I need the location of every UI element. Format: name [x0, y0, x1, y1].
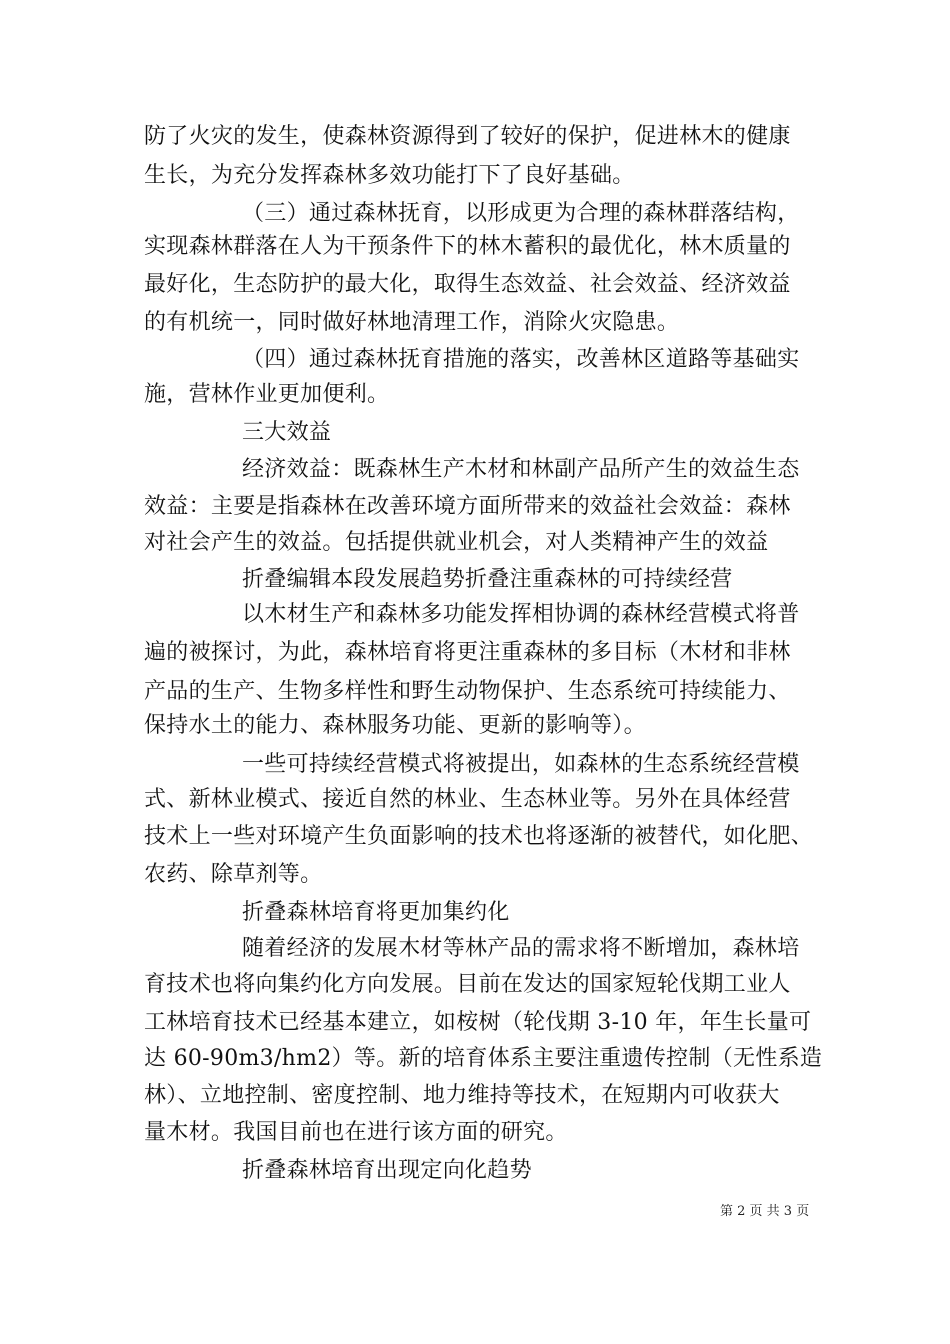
text-line: 生长，为充分发挥森林多效功能打下了良好基础。: [144, 163, 635, 188]
text-line: 保持水土的能力、森林服务功能、更新的影响等）。: [144, 713, 646, 738]
text-line: 折叠森林培育出现定向化趋势: [242, 1158, 532, 1183]
text-line: 施，营林作业更加便利。: [144, 382, 390, 407]
page-footer: 第 2 页 共 3 页: [720, 1204, 810, 1219]
text-line: 一些可持续经营模式将被提出，如森林的生态系统经营模: [242, 752, 800, 777]
text-line: 量木材。我国目前也在进行该方面的研究。: [144, 1120, 568, 1145]
text-line: 林）、立地控制、密度控制、地力维持等技术，在短期内可收获大: [144, 1083, 780, 1108]
text-line: （四）通过森林抚育措施的落实，改善林区道路等基础实: [242, 347, 800, 372]
text-line: 实现森林群落在人为干预条件下的林木蓄积的最优化，林木质量的: [144, 234, 791, 259]
text-line: 式、新林业模式、接近自然的林业、生态林业等。另外在具体经营: [144, 787, 791, 812]
text-line: 随着经济的发展木材等林产品的需求将不断增加，森林培: [242, 936, 800, 961]
text-line: 以木材生产和森林多功能发挥相协调的森林经营模式将普: [242, 602, 800, 627]
text-line: 最好化，生态防护的最大化，取得生态效益、社会效益、经济效益: [144, 272, 791, 297]
text-line: 农药、除草剂等。: [144, 862, 323, 887]
text-line: 的有机统一，同时做好林地清理工作，消除火灾隐患。: [144, 310, 680, 335]
text-line: （三）通过森林抚育，以形成更为合理的森林群落结构，: [242, 201, 800, 226]
text-line: 防了火灾的发生，使森林资源得到了较好的保护，促进林木的健康: [144, 124, 791, 149]
text-line: 育技术也将向集约化方向发展。目前在发达的国家短轮伐期工业人: [144, 972, 791, 997]
text-line: 技术上一些对环境产生负面影响的技术也将逐渐的被替代，如化肥、: [144, 824, 814, 849]
text-line: 对社会产生的效益。包括提供就业机会，对人类精神产生的效益: [144, 530, 769, 555]
text-line: 达 60-90m3/hm2）等。新的培育体系主要注重遗传控制（无性系造: [144, 1046, 823, 1071]
text-line: 遍的被探讨，为此，森林培育将更注重森林的多目标（木材和非林: [144, 640, 791, 665]
text-line: 效益：主要是指森林在改善环境方面所带来的效益社会效益：森林: [144, 494, 791, 519]
text-line: 折叠森林培育将更加集约化: [242, 900, 510, 925]
text-line: 经济效益：既森林生产木材和林副产品所产生的效益生态: [242, 457, 800, 482]
text-line: 工林培育技术已经基本建立，如桉树（轮伐期 3-10 年，年生长量可: [144, 1010, 812, 1035]
text-line: 折叠编辑本段发展趋势折叠注重森林的可持续经营: [242, 567, 733, 592]
text-line: 产品的生产、生物多样性和野生动物保护、生态系统可持续能力、: [144, 679, 791, 704]
text-line: 三大效益: [242, 420, 332, 445]
